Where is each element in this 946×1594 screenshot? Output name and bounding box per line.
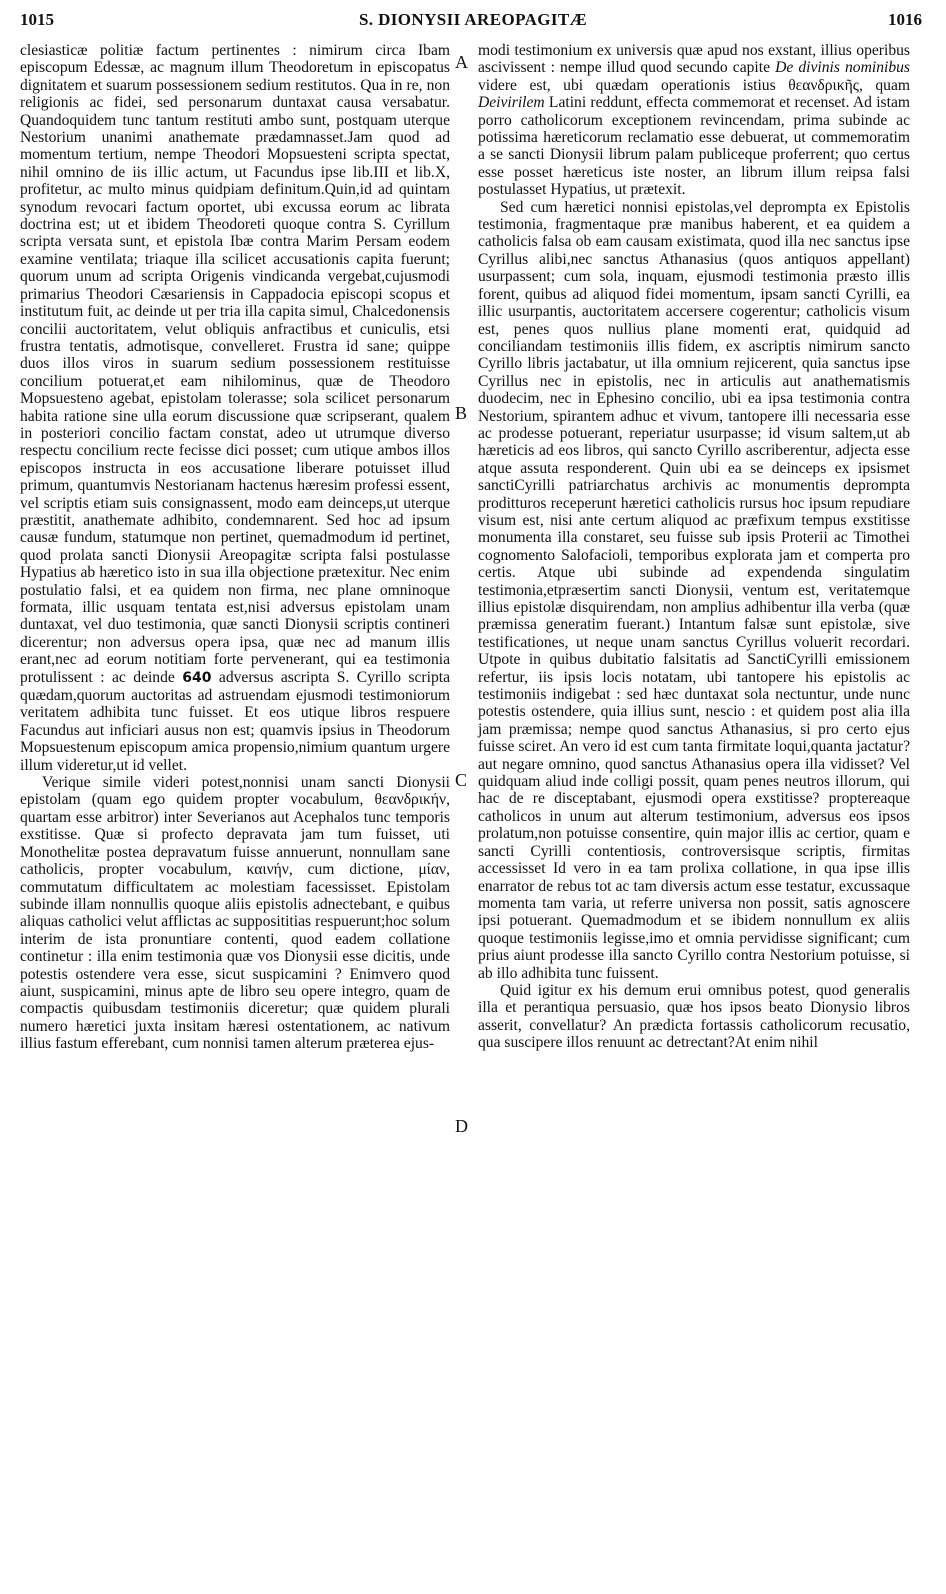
page-number-left: 1015	[20, 10, 54, 29]
greek-word-1: θεανδρικήν	[374, 791, 447, 809]
left-p2-text-d: , commutatum difficultatem ac molestiam facessisset. Epistolam subinde illam nonnullis quoque aliis epistolis adnectebant, e quibus aliquas catholici velut afflictas ac supposititias respuerunt;hoc solum interim de ista pronuntiare contenti, quod eadem collatione continetur : illa enim testimonia quæ vos Dionysii esse dicitis, unde potestis ostendere vera esse, sicut suspicamini ? Enimvero quod aiunt, suspicamini, minus apte de libro seu opere integro, quam de compactis quibusdam testimoniis diceretur; quæ quidem plurali numero hæretici juxta insitam hæresi ostentationem, ac nativum illius fastum efferebant, cum nonnisi tamen alterum præterea ejus-	[20, 861, 450, 1053]
right-column	[478, 42, 910, 1052]
margin-marker-b: B	[455, 403, 468, 423]
greek-word-3: μίαν	[418, 861, 447, 879]
left-column	[20, 42, 450, 1053]
italic-term-2: Deivirilem	[478, 94, 545, 112]
left-p2-text-c: , cum dictione,	[288, 861, 419, 879]
right-p1-text-c: , quam	[858, 76, 910, 94]
page-reference-number: 640	[182, 669, 212, 686]
right-p1-text-d: Latini reddunt, effecta commemorat et recenset. Ad istam porro catholicorum exceptionem revincendam, prima subinde ac potissima hæreticorum reclamatio esse debuerat, ut commemoratim a se sancti Dionysii librum palam publiceque proferrent; quo certus esse posset hæreticus iste noster, an librum illum reipsa falsi postulasset Hypatius, ut prætexit.	[478, 94, 910, 199]
left-p1-text-a: clesiasticæ politiæ factum pertinentes : nimirum circa Ibam episcopum Edessæ, ac magnum illum Theodoretum in episcopatus dignitatem et suarum possessionem sedium restitutos. Qua in re, non religionis ac fidei, sed personarum duntaxat causa versabatur. Quandoquidem tunc tantum restituti ambo sunt, postquam uterque Nestorium unanimi anathemate prædamnasset.Jam quod ad momentum tertium, nempe Theodori Mopsuesteni scripta spectat, nihil omnino de iis illic actum, ut Facundus ipse lib.III et lib.X, profitetur, ac multo minus quidpiam definitum.Quin,id ad quintam synodum revocari factum oportet, ubi excussa eorum ac librata doctrina est; ut et ibidem Theodoreti quoque contra S. Cyrillum scripta versata sunt, et epistola Ibæ contra Marim Persam eodem examine ventilata; triaque illa scilicet accusationis capita fuerunt; quorum unum ad scripta Origenis vindicanda vergebat,cujusmodi primarius Theodori Cæsariensis in Cappadocia episcopi scopus et institutum fuit, ac deinde ut per tria illa capita simul, Chalcedonensis concilii auctoritatem, velut obliquis anfractibus et cuniculis, etsi frustra tentatis, admotisque, convelleret. Frustra id sane; quippe duos illos viros in suarum sedium possessionem restituisse concilium potuerat,et eam nihilominus, quæ de Theodoro Mopsuesteno agebat, epistolam tolerasse; sola scilicet personarum habita ratione sine ulla eorum discussione quæ scripserant, qualem in posteriori concilio factam constat, adeo ut utrumque diverso respectu concilium recte fecisse dici posset; cum utique ambos illos episcopos instructa in eos accusatione liberare potuisset illud primum, quantumvis Nestorianam hactenus hæresim professi essent, vel scriptis etiam suis consignassent, modo eam deinceps,ut uterque præstitit, anathemate adhibito, condemnarent. Sed hoc ad ipsum causæ fundum, statumque non pertinet, quemadmodum id pertinet, quod prolata sancti Dionysii Areopagitæ scripta falsi postulasse Hypatius ab hæretico isto in sua illa objectione prætexitur. Nec enim postulatio falsi, et ea quidem non firma, nec plane omninoque formata, illic usquam tentata est,nisi adversus epistolam unam duntaxat, vel duo testimonia, quæ sancti Dionysii scriptis contineri dicerentur; non adversus opera ipsa, quæ nec ad manum illis erant,nec ad eorum notitiam forte pervenerant, qui ea testimonia protulissent : ac deinde	[20, 42, 450, 686]
margin-marker-d: D	[455, 1116, 468, 1136]
left-p1-text-b: adversus ascripta S. Cyrillo scripta quædam,quorum auctoritas ad astruendam ejusmodi testimoniorum veritatem adhibita tunc fuisset. Et eos utique libros respuere Facundus aut inficiari ausus non est; quamvis ipsius in Theodorum Mopsuestenum episcopum amica propensio,nimium quantum urgere illum videretur,ut id vellet.	[20, 668, 450, 774]
greek-word-4: θεανδρικῆς	[788, 76, 859, 94]
page-title: S. DIONYSII AREOPAGITÆ	[358, 10, 588, 29]
left-paragraph-1	[20, 42, 450, 774]
right-paragraph-2: Sed cum hæretici nonnisi epistolas,vel deprompta ex Epistolis testimonia, fragmentaque præ manibus haberent, et ea quidem a catholicis falsa ob eam causam existimata, quod illa nec sanctus ipse Cyrillus alibi,nec sanctus Athanasius (quos antiquos appellant) usurpassent; cum sola, inquam, ejusmodi testimonia præsto illis forent, quibus ad aliquod fidei momentum, ipsam sancti Cyrilli, ea illic usurpantis, auctoritatem accersere cogerentur; catholicis visum est, penes quos nullius plane momenti erat, quidquid ad conciliandam testimoniis illis fidem, ex ascriptis nimirum sancto Cyrillo libris jactabatur, ut illa omnium rejicerent, quia sanctus ipse Cyrillus nec in epistolis, nec in articulis aut anathematismis duodecim, nec in Ephesino concilio, ubi ea ipsa testimonia contra Nestorium, spirantem adhuc et vivum, tantopere illi necessaria esse ac prodesse potuerant, reperiatur usurpasse; id visum saltem,ut ab hæreticis ad eos libros, qui sancto Cyrillo ascriberentur, adjecta esse atque assuta responderent. Quin ubi ea se deinceps ex ipsismet sanctiCyrilli patriarchatus archivis ac monumentis deprompta proditturos receperunt hæretici catholicis rursus hoc ipsum repudiare visum est, nisi ante certum aliquod ac præfixum tempus exstitisse monumenta illa constaret, seu fuisse sub ipsis Proterii ac Timothei cognomento Salofacioli, temporibus explorata jam et comperta pro certis. Atque ubi subinde ad expendenda singulatim testimonia,etpræsertim sancti Dionysii, ventum est, veritatemque illius epistolæ disquirendam, non amplius adhibentur illa verba (quæ præmissa generatim fuerant.) Intantum falsæ sunt epistolæ, sive testificationes, ut neque unam sanctus Cyrillus voluerit recordari. Utpote in quibus dubitatio falsitatis ad SanctiCyrilli emissionem refertur, iis ipsis locis notatam, ubi tantopere his epistolis ac testimoniis indigebat : sed hæc duntaxat sola nectuntur, unde nunc potestis ostendere, quia illius sunt, nescio : et quidem post alia illa jam præmissa; nempe quod sanctus Athanasius, si pro certo ejus fuisse sciret. An vero id est cum tanta firmitate loqui,quanta jactatur? aut negare omnino, quod sanctus Athanasius opera illa vidisset? Vel quidquam aliud inde colligi possit, quam penes neutros illorum, qui hac de re disceptabant, ejusmodi opera exstitisse? proptereaque catholicos in unum aut alterum testimonium, adversus eos ipsos prolatum,non potuisse consentire, quin major illis ac certior, quam e sancti Cyrilli contentiosis, controversisque scriptis, firmitas accessisset Id vero in ea tam prolixa collatione, in qua ipse illis enarrator de rebus tot ac tam diversis actum esse testatur, excussaque momenta tam varia, ut referre universa non possit, satis agnoscere ipsi potuerant. Quemadmodum et se ibidem nonnullum ex aliis quoque testimoniis legisse,imo et omnia pervidisse significant; cum prius aiunt prodesse illa sancto Cyrillo contra Nestorium potuisse, si ab illo adhibita tunc fuissent.	[478, 198, 910, 982]
italic-title-1: De divinis nominibus	[775, 59, 910, 77]
right-paragraph-1	[478, 42, 910, 199]
page-number-right: 1016	[888, 10, 922, 29]
left-paragraph-2	[20, 774, 450, 1053]
left-p2-text-b: , quartam esse arbitror) inter Severianos aut Acephalos tunc temporis exstitisse. Quæ si profecto depravata jam tum fuisset, uti Monothelitæ postea depravatum fuisse annuerunt, nonnullam sane catholicis, propter vocabulum,	[20, 791, 450, 879]
margin-marker-c: C	[455, 770, 468, 790]
left-p2-text-a: Verique simile videri potest,nonnisi unam sancti Dionysii epistolam (quam ego quidem propter vocabulum,	[20, 774, 450, 809]
right-p1-text-a: modi testimonium ex universis quæ apud nos exstant, illius operibus ascivissent : nempe illud quod secundo capite	[478, 42, 910, 77]
right-p1-text-b: videre est, ubi quædam operationis istius	[478, 76, 789, 94]
margin-marker-a: A	[455, 52, 468, 72]
page-header	[0, 10, 946, 38]
right-paragraph-3: Quid igitur ex his demum erui omnibus potest, quod generalis illa et perantiqua persuasio, quæ hos ipsos beato Dionysio libros asserit, convellatur? An prædicta fortassis catholicorum recusatio, qua suscipere illos renuunt ac detrectant?At enim nihil	[478, 981, 910, 1052]
greek-word-2: καινήν	[246, 861, 289, 879]
